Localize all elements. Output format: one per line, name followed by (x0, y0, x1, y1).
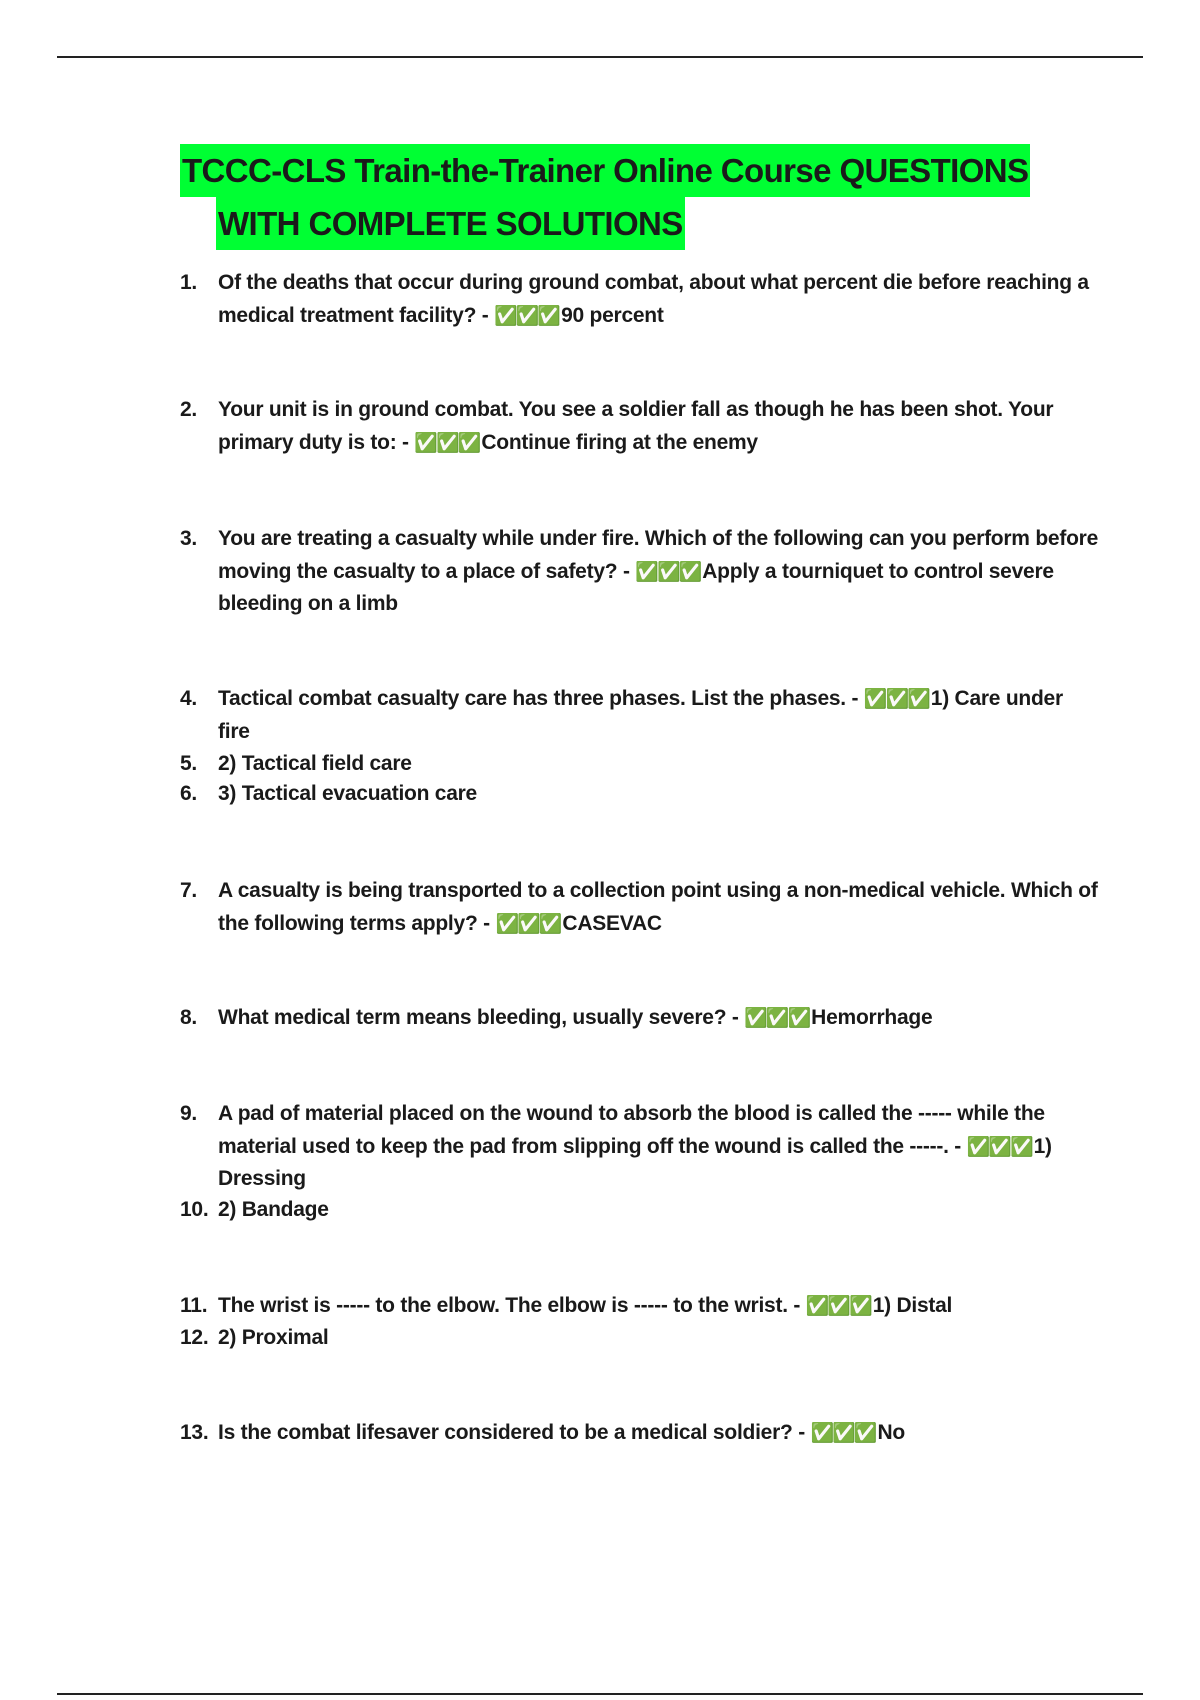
answer-text: 90 percent (561, 303, 664, 327)
item-number: 2. (180, 398, 198, 421)
header-rule (57, 56, 1143, 58)
question-text: The wrist is ----- to the elbow. The elbow is ----- to the wrist. - (218, 1294, 806, 1317)
question-text: A pad of material placed on the wound to absorb the blood is called the ----- while the material used to keep the pad from slipping off the wound is called the -----. - (218, 1102, 1045, 1158)
check-marks-icon: ✅✅✅ (494, 304, 560, 327)
item-number: 1. (180, 271, 198, 294)
question-text: Tactical combat casualty care has three phases. List the phases. - (218, 687, 864, 710)
question-item (180, 1098, 1100, 1196)
answer-text: 1) Dressing (218, 1134, 1052, 1190)
question-item (180, 267, 1100, 332)
item-number: 4. (180, 687, 198, 710)
item-body: 2) Bandage (218, 1198, 329, 1221)
item-number: 7. (180, 879, 198, 902)
title-line-1: TCCC-CLS Train-the-Trainer Online Course QUESTIONS (180, 144, 1030, 197)
question-text: Of the deaths that occur during ground combat, about what percent die before reaching a medical treatment facility? - (218, 271, 1089, 327)
item-number: 5. (180, 752, 198, 775)
answer-text: 1) Distal (872, 1294, 953, 1317)
question-text: Your unit is in ground combat. You see a soldier fall as though he has been shot. Your primary duty is to: - (218, 398, 1054, 454)
check-marks-icon: ✅✅✅ (863, 688, 929, 710)
item-body: 2) Tactical field care (218, 752, 412, 775)
item-body (218, 683, 1100, 748)
answer-text: Continue firing at the enemy (481, 430, 758, 454)
question-item (180, 394, 1100, 459)
title-line-2: WITH COMPLETE SOLUTIONS (216, 197, 685, 250)
item-body (218, 1098, 1100, 1196)
check-marks-icon: ✅✅✅ (414, 431, 480, 454)
item-body (218, 1417, 1100, 1450)
item-body (218, 1002, 1100, 1035)
check-marks-icon: ✅✅✅ (635, 560, 701, 583)
item-number: 3. (180, 527, 198, 550)
answer-text: 1) Care under fire (218, 687, 1063, 743)
item-body (218, 875, 1100, 940)
question-text: Is the combat lifesaver considered to be a medical soldier? - (218, 1421, 811, 1444)
question-item (180, 875, 1100, 940)
item-body (218, 394, 1100, 459)
item-body (218, 523, 1100, 621)
question-item (180, 523, 1100, 621)
question-item (180, 1290, 1100, 1323)
item-number: 12. (180, 1326, 209, 1349)
item-body (218, 1290, 1100, 1323)
item-number: 6. (180, 782, 198, 805)
question-item (180, 1002, 1100, 1035)
question-text: A casualty is being transported to a collection point using a non-medical vehicle. Which of the following terms apply? - (218, 879, 1098, 935)
answer-text: Hemorrhage (811, 1006, 933, 1029)
question-item (180, 683, 1100, 748)
document-title (180, 144, 1080, 250)
check-marks-icon: ✅✅✅ (495, 912, 561, 935)
list-item (180, 778, 1100, 811)
question-text: What medical term means bleeding, usually severe? - (218, 1006, 745, 1029)
item-body: 3) Tactical evacuation care (218, 782, 477, 805)
item-number: 13. (180, 1421, 209, 1444)
footer-rule (57, 1693, 1143, 1695)
item-number: 9. (180, 1102, 198, 1125)
item-number: 8. (180, 1006, 198, 1029)
answer-text: CASEVAC (562, 911, 662, 935)
check-marks-icon: ✅✅✅ (744, 1007, 810, 1029)
list-item (180, 1194, 1100, 1227)
check-marks-icon: ✅✅✅ (966, 1135, 1032, 1158)
answer-text: No (877, 1421, 906, 1444)
item-number: 11. (180, 1294, 208, 1317)
check-marks-icon: ✅✅✅ (810, 1422, 876, 1444)
list-item (180, 1322, 1100, 1355)
question-text: You are treating a casualty while under fire. Which of the following can you perform before moving the casualty to a place of safety? - (218, 527, 1098, 583)
item-body (218, 267, 1100, 332)
answer-text: Apply a tourniquet to control severe bleeding on a limb (218, 559, 1054, 615)
list-item (180, 748, 1100, 781)
item-body: 2) Proximal (218, 1326, 329, 1349)
item-number: 10. (180, 1198, 209, 1221)
question-item (180, 1417, 1100, 1450)
check-marks-icon: ✅✅✅ (805, 1295, 871, 1317)
